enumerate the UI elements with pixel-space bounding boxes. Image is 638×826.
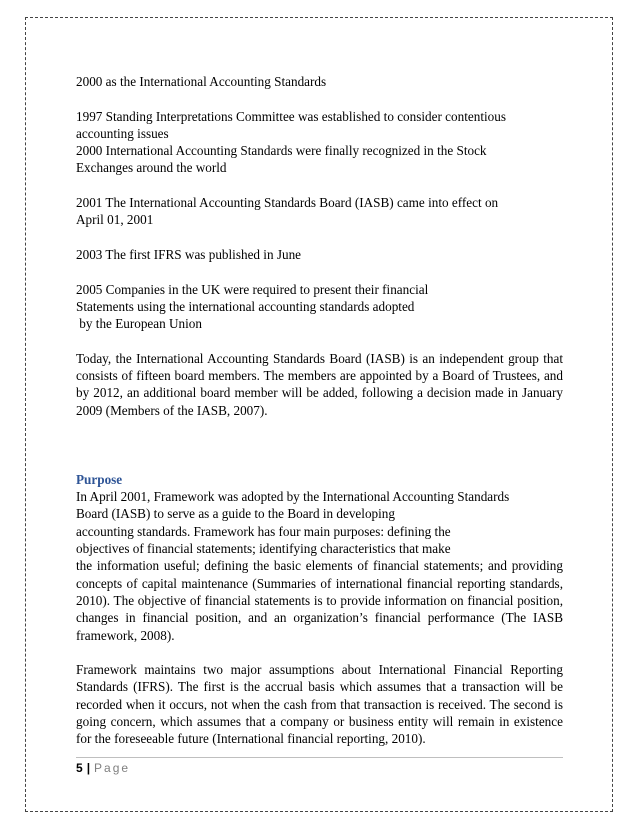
timeline-2000-continued: 2000 as the International Accounting Standards (76, 74, 327, 89)
timeline-line: by the European Union (76, 316, 202, 332)
footer-divider (76, 757, 563, 758)
timeline-2003: 2003 The first IFRS was published in June (76, 246, 302, 262)
page-footer (76, 760, 130, 776)
today-paragraph: Today, the International Accounting Standards Board (IASB) is an independent group that consists of fifteen board members. The members are appointed by a Board of Trustees, and by 2012, an additional board member will be added, following a decision made in January 2009 (Members of the IASB, 2007). (76, 350, 563, 418)
footer-separator: | (86, 761, 91, 775)
purpose-line: In April 2001, Framework was adopted by the International Accounting Standards (76, 489, 510, 505)
timeline-line: accounting issues (76, 125, 169, 141)
timeline-2001 (76, 194, 563, 229)
purpose-line: accounting standards. Framework has four main purposes: defining the (76, 523, 451, 539)
page-label: Page (94, 761, 131, 775)
purpose-line: Board (IASB) to serve as a guide to the Board in developing (76, 506, 395, 522)
timeline-line: 1997 Standing Interpretations Committee was established to consider contentious (76, 108, 506, 124)
timeline-line: Exchanges around the world (76, 160, 227, 176)
page-number: 5 (76, 761, 83, 775)
timeline-line: Statements using the international accounting standards adopted (76, 298, 415, 314)
timeline-line: April 01, 2001 (76, 212, 154, 228)
assumptions-paragraph: Framework maintains two major assumptions about International Financial Reporting Standards (IFRS). The first is the accrual basis which assumes that a transaction will be recorded when it occurs, not when the cash from that transaction is received. The second is going concern, which assumes that a company or business entity will remain in existence for the foreseeable future (International financial reporting, 2010). (76, 662, 563, 747)
timeline-1997-2000 (76, 108, 563, 177)
purpose-heading: Purpose (76, 471, 123, 487)
timeline-2005 (76, 281, 563, 333)
timeline-line: 2000 International Accounting Standards were finally recognized in the Stock (76, 143, 487, 159)
timeline-line: 2001 The International Accounting Standards Board (IASB) came into effect on (76, 195, 499, 211)
purpose-line: objectives of financial statements; identifying characteristics that make (76, 541, 451, 557)
page-content (76, 73, 563, 748)
timeline-line: 2005 Companies in the UK were required to present their financial (76, 281, 429, 297)
purpose-paragraph: the information useful; defining the basic elements of financial statements; and providing concepts of capital maintenance (Summaries of international financial reporting standards, 2010). The objective of financial statements is to provide information on financial position, changes in financial position, and an organization’s financial performance (The IASB framework, 2008). (76, 558, 563, 643)
